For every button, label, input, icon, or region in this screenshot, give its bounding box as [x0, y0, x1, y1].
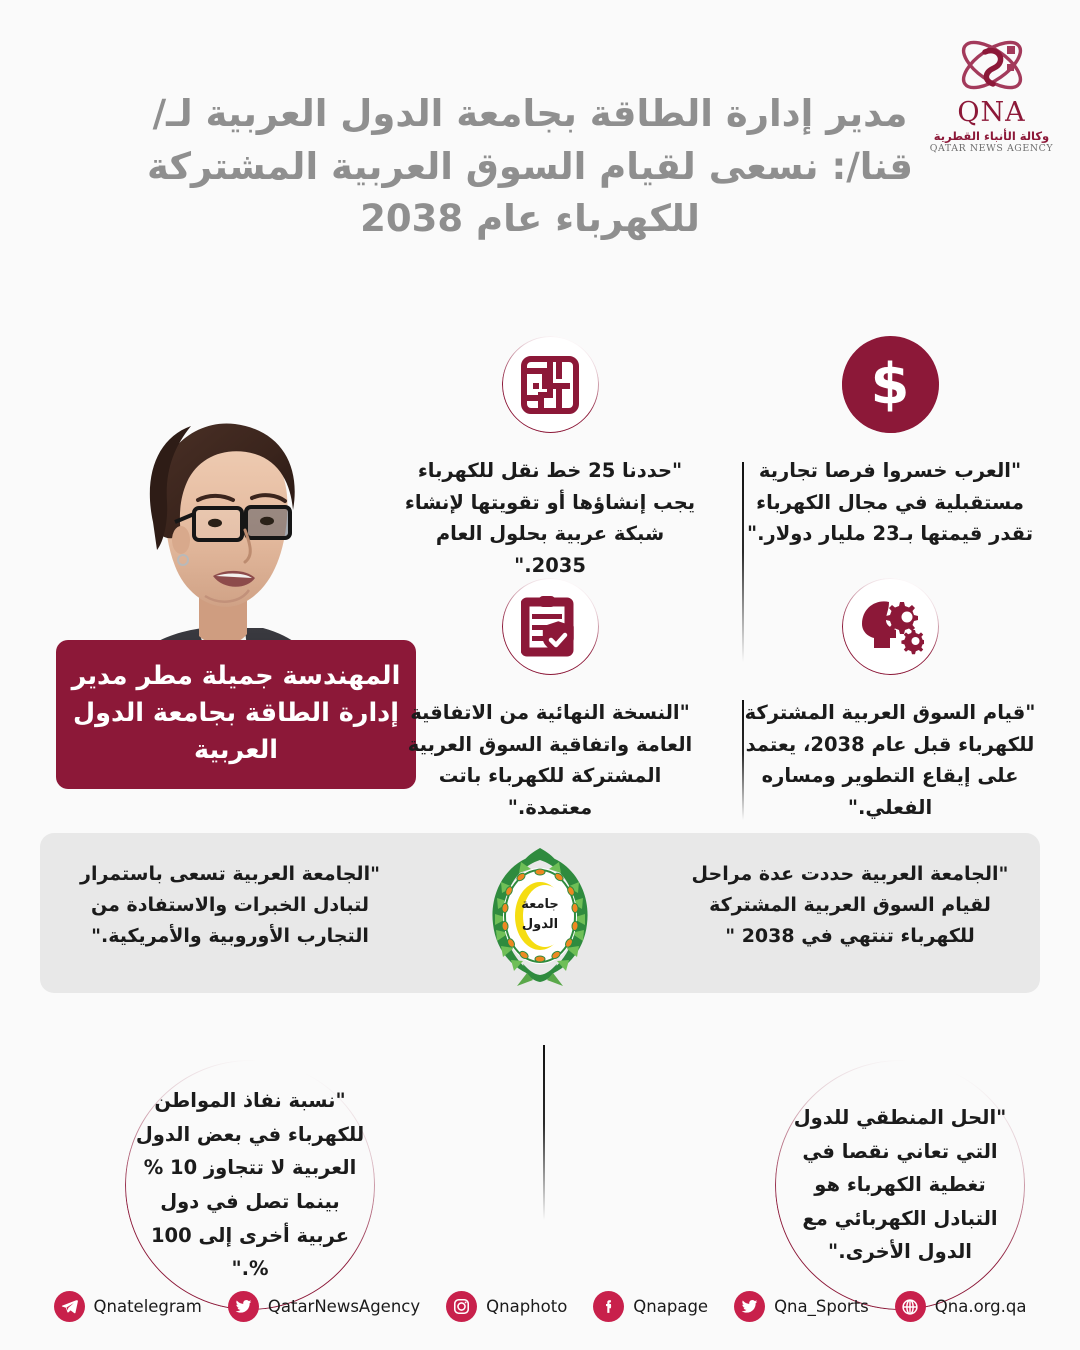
head-gears-icon: [842, 578, 939, 675]
quote-cell-grid: [400, 336, 700, 581]
bottom-quote-text-exchange: "الحل المنطقي للدول التي تعاني نقصا في تغطية الكهرباء هو التبادل الكهربائي مع الدول الأخرى.": [793, 1106, 1007, 1264]
dollar-icon: [842, 336, 939, 433]
social-item-facebook[interactable]: [593, 1291, 708, 1322]
qna-english-name: QATAR NEWS AGENCY: [929, 143, 1054, 154]
social-label-website: Qna.org.qa: [934, 1297, 1027, 1316]
divider-bottom: [543, 1045, 545, 1220]
twitter-icon[interactable]: [734, 1291, 765, 1322]
bottom-quote-text-access: "نسبة نفاذ المواطن للكهرباء في بعض الدول العربية لا تتجاوز 10 % بينما تصل في دول عربية أخرى إلى 100 %.": [135, 1089, 365, 1281]
banner-text-right: "الجامعة العربية حددت عدة مراحل لقيام السوق العربية المشتركة للكهرباء تنتهي في 2038 ": [691, 863, 1009, 947]
speaker-name-badge: المهندسة جميلة مطر مدير إدارة الطاقة بجامعة الدول العربية: [56, 640, 416, 789]
page-title: مدير إدارة الطاقة بجامعة الدول العربية لـ/قنا/: نسعى لقيام السوق العربية المشتركة للكهرباء عام 2038: [147, 92, 913, 241]
svg-text:جامعة: جامعة: [521, 897, 559, 912]
social-label-twitter-news: QatarNewsAgency: [267, 1297, 421, 1316]
facebook-icon[interactable]: [593, 1291, 624, 1322]
banner-text-left: "الجامعة العربية تسعى باستمرار لتبادل الخبرات والاستفادة من التجارب الأوروبية والأمريكية.": [80, 863, 380, 947]
svg-text:الدول: الدول: [521, 917, 559, 932]
quote-cell-agreement: [400, 578, 700, 823]
social-item-telegram[interactable]: [54, 1291, 202, 1322]
social-footer: [0, 1291, 1080, 1322]
social-item-instagram[interactable]: [446, 1291, 567, 1322]
telegram-icon[interactable]: [54, 1291, 85, 1322]
qna-atom-icon: [949, 34, 1035, 98]
quote-cell-market: [740, 578, 1040, 823]
bottom-quote-exchange: [775, 1060, 1025, 1310]
qna-wordmark: QNA: [957, 97, 1026, 128]
social-label-twitter-sports: Qna_Sports: [774, 1297, 869, 1316]
qna-logo-mark: [949, 34, 1035, 98]
instagram-icon[interactable]: [446, 1291, 477, 1322]
twitter-icon[interactable]: [228, 1291, 259, 1322]
social-item-website[interactable]: [895, 1291, 1027, 1322]
qna-logo: [929, 34, 1054, 154]
social-item-twitter-sports[interactable]: [734, 1291, 869, 1322]
quote-text-grid: "حددنا 25 خط نقل للكهرباء يجب إنشاؤها أو تقويتها لإنشاء شبكة عربية بحلول العام 2035.": [404, 459, 696, 577]
globe-icon[interactable]: [895, 1291, 926, 1322]
social-label-facebook: Qnapage: [633, 1297, 709, 1316]
social-item-twitter-news[interactable]: [228, 1291, 420, 1322]
clipboard-shield-icon: [502, 578, 599, 675]
quote-text-agreement: "النسخة النهائية من الاتفاقية العامة واتفاقية السوق العربية المشتركة للكهرباء باتت معتمدة.": [407, 701, 693, 819]
quote-cell-money: [740, 336, 1040, 550]
social-label-instagram: Qnaphoto: [486, 1297, 568, 1316]
qna-arabic-name: وكالة الأنباء القطرية: [933, 129, 1050, 143]
arab-league-emblem: [481, 846, 599, 986]
power-grid-icon: [502, 336, 599, 433]
quote-text-money: "العرب خسروا فرصا تجارية مستقبلية في مجال الكهرباء تقدر قيمتها بـ23 مليار دولار.": [746, 459, 1034, 546]
svg-text:$: $: [870, 352, 910, 417]
quote-text-market: "قيام السوق العربية المشتركة للكهرباء قبل عام 2038، يعتمد على إيقاع التطوير ومساره الفعلي.": [744, 701, 1036, 819]
social-label-telegram: Qnatelegram: [93, 1297, 202, 1316]
bottom-quote-access: [125, 1060, 375, 1310]
